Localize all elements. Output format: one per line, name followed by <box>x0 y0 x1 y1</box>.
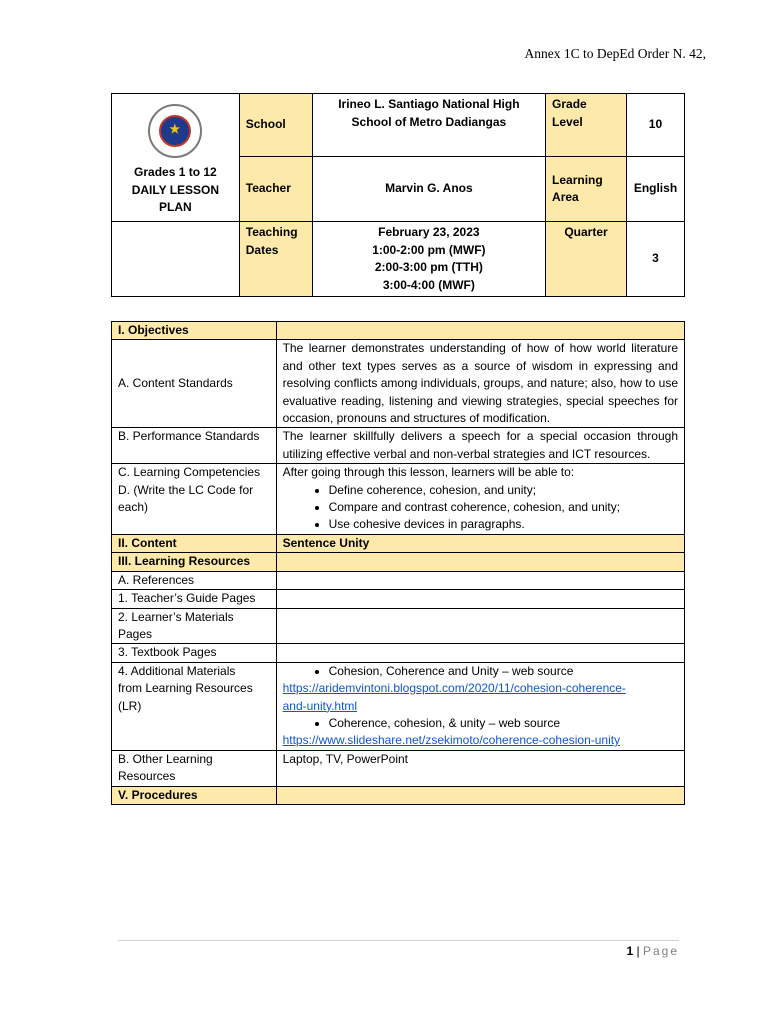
performance-standards-label: B. Performance Standards <box>112 428 277 464</box>
content-value: Sentence Unity <box>276 534 684 552</box>
school-label: School <box>239 94 312 157</box>
school-value-line1: Irineo L. Santiago National High <box>338 97 520 111</box>
list-item: • Use cohesive devices in paragraphs. <box>329 516 678 533</box>
competencies-intro: After going through this lesson, learners will be able to: <box>282 465 575 480</box>
additional-label-line1: 4. Additional Materials <box>118 663 236 678</box>
plan-title-line1: Grades 1 to 12 <box>134 165 217 179</box>
performance-standards-row <box>112 428 685 464</box>
grade-label-line2: Level <box>552 114 583 129</box>
list-item: • Coherence, cohesion, & unity – web source <box>329 715 678 732</box>
competencies-label-line2: D. (Write the LC Code for <box>118 482 254 497</box>
competencies-label-line3: each) <box>118 500 149 515</box>
dates-label-line2: Dates <box>245 242 279 257</box>
other-label-line1: B. Other Learning <box>118 751 213 766</box>
school-value-line2: School of Metro Dadiangas <box>351 114 507 129</box>
competencies-list <box>283 482 678 534</box>
footer-separator: | <box>636 944 640 958</box>
teacher-value: Marvin G. Anos <box>312 157 545 222</box>
page-word: Page <box>642 944 679 958</box>
teaching-dates-value <box>312 222 545 297</box>
teachers-guide-row <box>112 590 685 608</box>
page-number: 1 <box>626 944 634 958</box>
time-line: 3:00-4:00 (MWF) <box>382 277 475 292</box>
empty-cell <box>112 222 240 297</box>
additional-materials-row <box>112 662 685 750</box>
objectives-empty <box>276 322 684 340</box>
additional-label-line2: from Learning Resources <box>118 681 253 696</box>
plan-title-line2: DAILY LESSON PLAN <box>131 182 220 214</box>
time-line: 2:00-3:00 pm (TTH) <box>374 260 483 274</box>
plan-title-cell <box>112 94 240 222</box>
other-resources-row <box>112 750 685 786</box>
competencies-content <box>276 464 684 535</box>
list-item: • Compare and contrast coherence, cohesion, and unity; <box>329 499 678 516</box>
deped-seal-icon: ★ <box>148 104 202 158</box>
objectives-title: I. Objectives <box>112 322 277 340</box>
additional-materials-label <box>112 662 277 750</box>
procedures-row <box>112 786 685 804</box>
learning-area-value: English <box>626 157 684 222</box>
content-row <box>112 534 685 552</box>
list-item: • Cohesion, Coherence and Unity – web source <box>329 663 678 680</box>
procedures-empty <box>276 786 684 804</box>
textbook-row <box>112 644 685 662</box>
lesson-plan-table <box>111 321 685 805</box>
content-standards-label: A. Content Standards <box>112 340 277 428</box>
additional-materials-content <box>276 662 684 750</box>
annex-reference: Annex 1C to DepEd Order N. 42, <box>524 46 706 61</box>
date-line: February 23, 2023 <box>378 225 480 239</box>
learners-materials-label-line1: 2. Learner’s Materials <box>118 609 234 624</box>
grade-label-line1: Grade <box>552 97 587 111</box>
learning-area-label <box>546 157 627 222</box>
other-resources-value: Laptop, TV, PowerPoint <box>276 750 684 786</box>
teaching-dates-label <box>239 222 312 297</box>
content-standards-text: The learner demonstrates understanding of how of how world literature and other text types serves as a source of wisdom in expressing and resolving conflicts among individuals, groups, and nature; also, how to use evaluative reading, listening and viewing strategies, special speeches for occasion, pronouns and structures of modification. <box>276 340 684 428</box>
grade-level-label <box>546 94 627 157</box>
references-label: A. References <box>112 571 277 589</box>
header-table <box>111 93 685 297</box>
additional-list <box>283 663 678 680</box>
teachers-guide-empty <box>276 590 684 608</box>
learners-materials-label-line2: Pages <box>118 626 153 641</box>
references-row <box>112 571 685 589</box>
procedures-label: V. Procedures <box>112 786 277 804</box>
quarter-value: 3 <box>626 222 684 297</box>
learning-resources-row <box>112 553 685 571</box>
resource-link[interactable]: https://aridemvintoni.blogspot.com/2020/11/cohesion-coherence- <box>282 681 626 696</box>
learners-materials-label <box>112 608 277 644</box>
teacher-label: Teacher <box>239 157 312 222</box>
references-empty <box>276 571 684 589</box>
learning-resources-title: III. Learning Resources <box>112 553 277 571</box>
area-label-line2: Area <box>552 190 579 204</box>
additional-list <box>283 715 678 732</box>
other-label-line2: Resources <box>118 769 176 784</box>
textbook-label: 3. Textbook Pages <box>112 644 277 662</box>
school-value <box>312 94 545 157</box>
teachers-guide-label: 1. Teacher’s Guide Pages <box>112 590 277 608</box>
area-label-line1: Learning <box>552 172 603 187</box>
footer-divider <box>118 940 679 941</box>
resource-link[interactable]: https://www.slideshare.net/zsekimoto/coherence-cohesion-unity <box>282 733 621 748</box>
other-resources-label <box>112 750 277 786</box>
resource-link[interactable]: and-unity.html <box>282 698 358 713</box>
textbook-empty <box>276 644 684 662</box>
time-line: 1:00-2:00 pm (MWF) <box>372 242 486 257</box>
dates-label-line1: Teaching <box>245 225 298 239</box>
objectives-row <box>112 322 685 340</box>
competencies-label-line1: C. Learning Competencies <box>118 465 261 480</box>
page-footer <box>626 944 679 958</box>
learning-resources-empty <box>276 553 684 571</box>
additional-label-line3: (LR) <box>118 698 142 713</box>
learners-materials-empty <box>276 608 684 644</box>
content-standards-row <box>112 340 685 428</box>
grade-level-value: 10 <box>626 94 684 157</box>
performance-standards-text: The learner skillfully delivers a speech for a special occasion through utilizing effective verbal and non-verbal strategies and ICT resources. <box>276 428 684 464</box>
learners-materials-row <box>112 608 685 644</box>
quarter-label: Quarter <box>546 222 627 297</box>
list-item: • Define coherence, cohesion, and unity; <box>329 482 678 499</box>
competencies-label <box>112 464 277 535</box>
competencies-row <box>112 464 685 535</box>
content-label: II. Content <box>112 534 277 552</box>
